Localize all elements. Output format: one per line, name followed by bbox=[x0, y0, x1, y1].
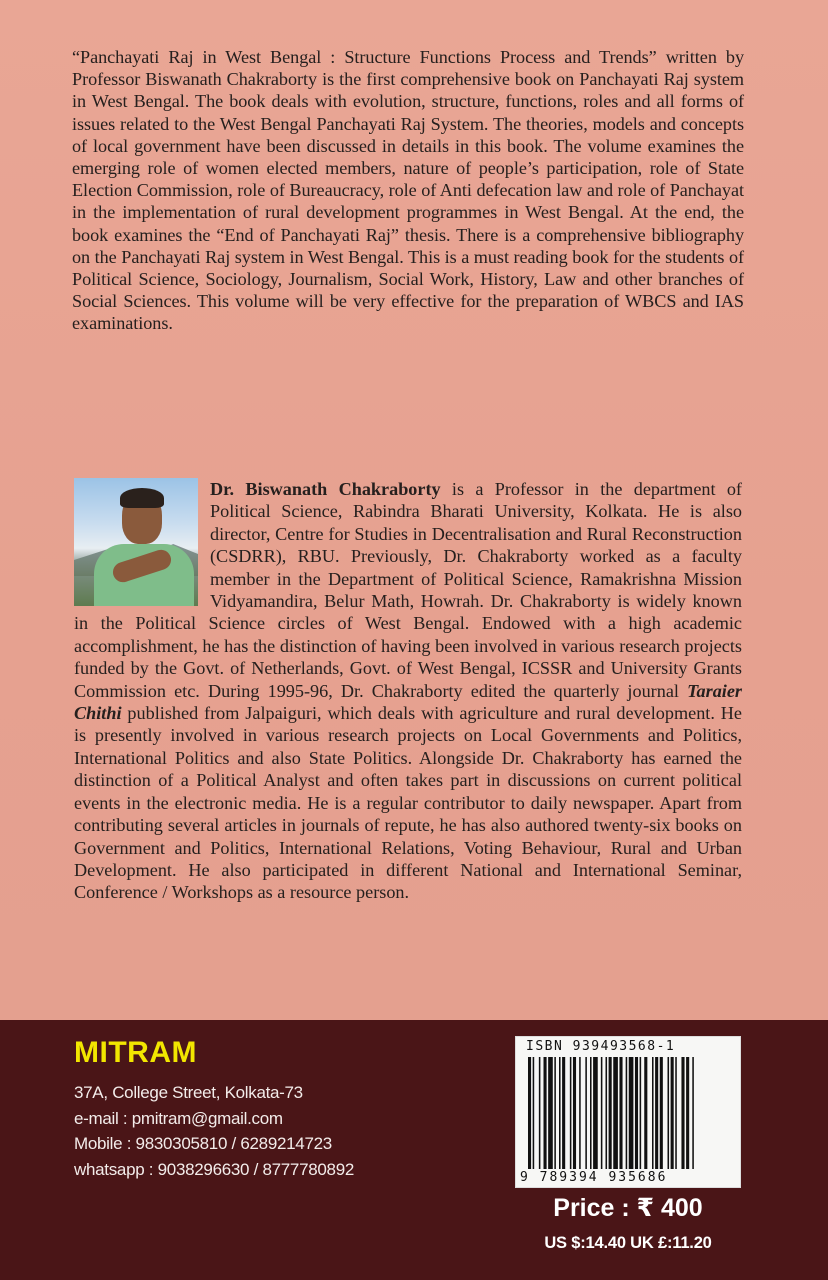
barcode-bar bbox=[686, 1057, 689, 1169]
barcode-bar bbox=[559, 1057, 561, 1169]
publisher-contact bbox=[74, 1080, 354, 1182]
barcode-bar bbox=[539, 1057, 541, 1169]
isbn-barcode bbox=[515, 1036, 741, 1188]
barcode-bar bbox=[544, 1057, 547, 1169]
barcode-bar bbox=[601, 1057, 603, 1169]
publisher-whatsapp: whatsapp : 9038296630 / 8777780892 bbox=[74, 1159, 355, 1179]
author-bio bbox=[74, 478, 742, 904]
barcode-bar bbox=[562, 1057, 565, 1169]
barcode-bar bbox=[668, 1057, 670, 1169]
barcode-bar bbox=[573, 1057, 576, 1169]
barcode-bar bbox=[652, 1057, 654, 1169]
barcode-bar bbox=[626, 1057, 628, 1169]
publisher-address: 37A, College Street, Kolkata-73 bbox=[74, 1083, 303, 1102]
barcode-bar bbox=[585, 1057, 587, 1169]
barcode-bar bbox=[548, 1057, 553, 1169]
barcode-bar bbox=[635, 1057, 638, 1169]
price-international: US $:14.40 UK £:11.20 bbox=[544, 1234, 712, 1252]
barcode-bar bbox=[660, 1057, 663, 1169]
publisher-mobile: Mobile : 9830305810 / 6289214723 bbox=[74, 1134, 332, 1153]
barcode-bar bbox=[579, 1057, 581, 1169]
barcode-bar bbox=[681, 1057, 684, 1169]
barcode-bar bbox=[619, 1057, 622, 1169]
barcode-bar bbox=[609, 1057, 612, 1169]
barcode-bar bbox=[675, 1057, 677, 1169]
author-photo bbox=[74, 478, 198, 606]
price-inr: Price : ₹ 400 bbox=[553, 1194, 703, 1222]
barcode-bar bbox=[570, 1057, 572, 1169]
barcode-bar bbox=[655, 1057, 658, 1169]
barcode-bar bbox=[692, 1057, 694, 1169]
barcode-bar bbox=[629, 1057, 634, 1169]
barcode-bar bbox=[671, 1057, 674, 1169]
author-bio-text-2: published from Jalpaiguri, which deals with agriculture and rural development. He is presently involved in various research projects on Local Governments and Politics, International Politics and also State Politics. Alongside Dr. Chakraborty has earned the distinction of a Political Analyst and often takes part in discussions on current political events in the electronic media. He is a regular contributor to daily newspaper. Apart from contributing several articles in journals of repute, he has also authored twenty-six books on Government and Politics, International Relations, Voting Behaviour, Rural and Urban Development. He also participated in different National and International Seminar, Conference / Workshops as a resource person. bbox=[74, 703, 742, 903]
barcode-bar bbox=[613, 1057, 618, 1169]
barcode-bar bbox=[590, 1057, 592, 1169]
barcode-bar bbox=[640, 1057, 642, 1169]
barcode-bar bbox=[554, 1057, 556, 1169]
barcode-digits: 9 789394 935686 bbox=[520, 1170, 668, 1185]
barcode-bar bbox=[644, 1057, 647, 1169]
barcode-bar bbox=[593, 1057, 598, 1169]
publisher-email: e-mail : pmitram@gmail.com bbox=[74, 1108, 283, 1128]
barcode-bar bbox=[528, 1057, 531, 1169]
book-blurb: “Panchayati Raj in West Bengal : Structure Functions Process and Trends” written by Professor Biswanath Chakraborty is the first comprehensive book on Panchayati Raj system in West Bengal. The book deals with evolution, structure, functions, roles and all forms of issues related to the West Bengal Panchayati Raj System. The theories, models and concepts of local government have been discussed in details in this book. The volume examines the emerging role of women elected members, nature of people’s participation, role of State Election Commission, role of Bureaucracy, role of Anti defecation law and role of Panchayat in the implementation of rural development programmes in West Bengal. At the end, the book examines the “End of Panchayati Raj” thesis. There is a comprehensive bibliography on the Panchayati Raj system in West Bengal. This is a must reading book for the students of Political Science, Sociology, Journalism, Social Work, History, Law and other branches of Social Sciences. This volume will be very effective for the preparation of WBCS and IAS examinations. bbox=[72, 47, 744, 334]
publisher-name: MITRAM bbox=[74, 1036, 197, 1069]
barcode-bar bbox=[606, 1057, 608, 1169]
journal-title: Taraier Chithi bbox=[74, 680, 742, 724]
author-name: Dr. Biswanath Chakraborty bbox=[210, 479, 441, 499]
barcode-bars bbox=[528, 1057, 730, 1169]
author-bio-text-1: is a Professor in the department of Political Science, Rabindra Bharati University, Kolkata. He is also director, Centre for Studies in Decentralisation and Rural Reconstruction (CSDRR), RBU. Previously, Dr. Chakraborty worked as a faculty member in the Department of Political Science, Ramakrishna Mission Vidyamandira, Belur Math, Howrah. Dr. Chakraborty is widely known in the Political Science circles of West Bengal. Endowed with a high academic accomplishment, he has the distinction of having been involved in various research projects funded by the Govt. of Netherlands, Govt. of West Bengal, ICSSR and University Grants Commission etc. During 1995-96, Dr. Chakraborty edited the quarterly journal bbox=[74, 479, 742, 701]
isbn-label: ISBN 939493568-1 bbox=[526, 1039, 676, 1054]
barcode-bar bbox=[533, 1057, 535, 1169]
